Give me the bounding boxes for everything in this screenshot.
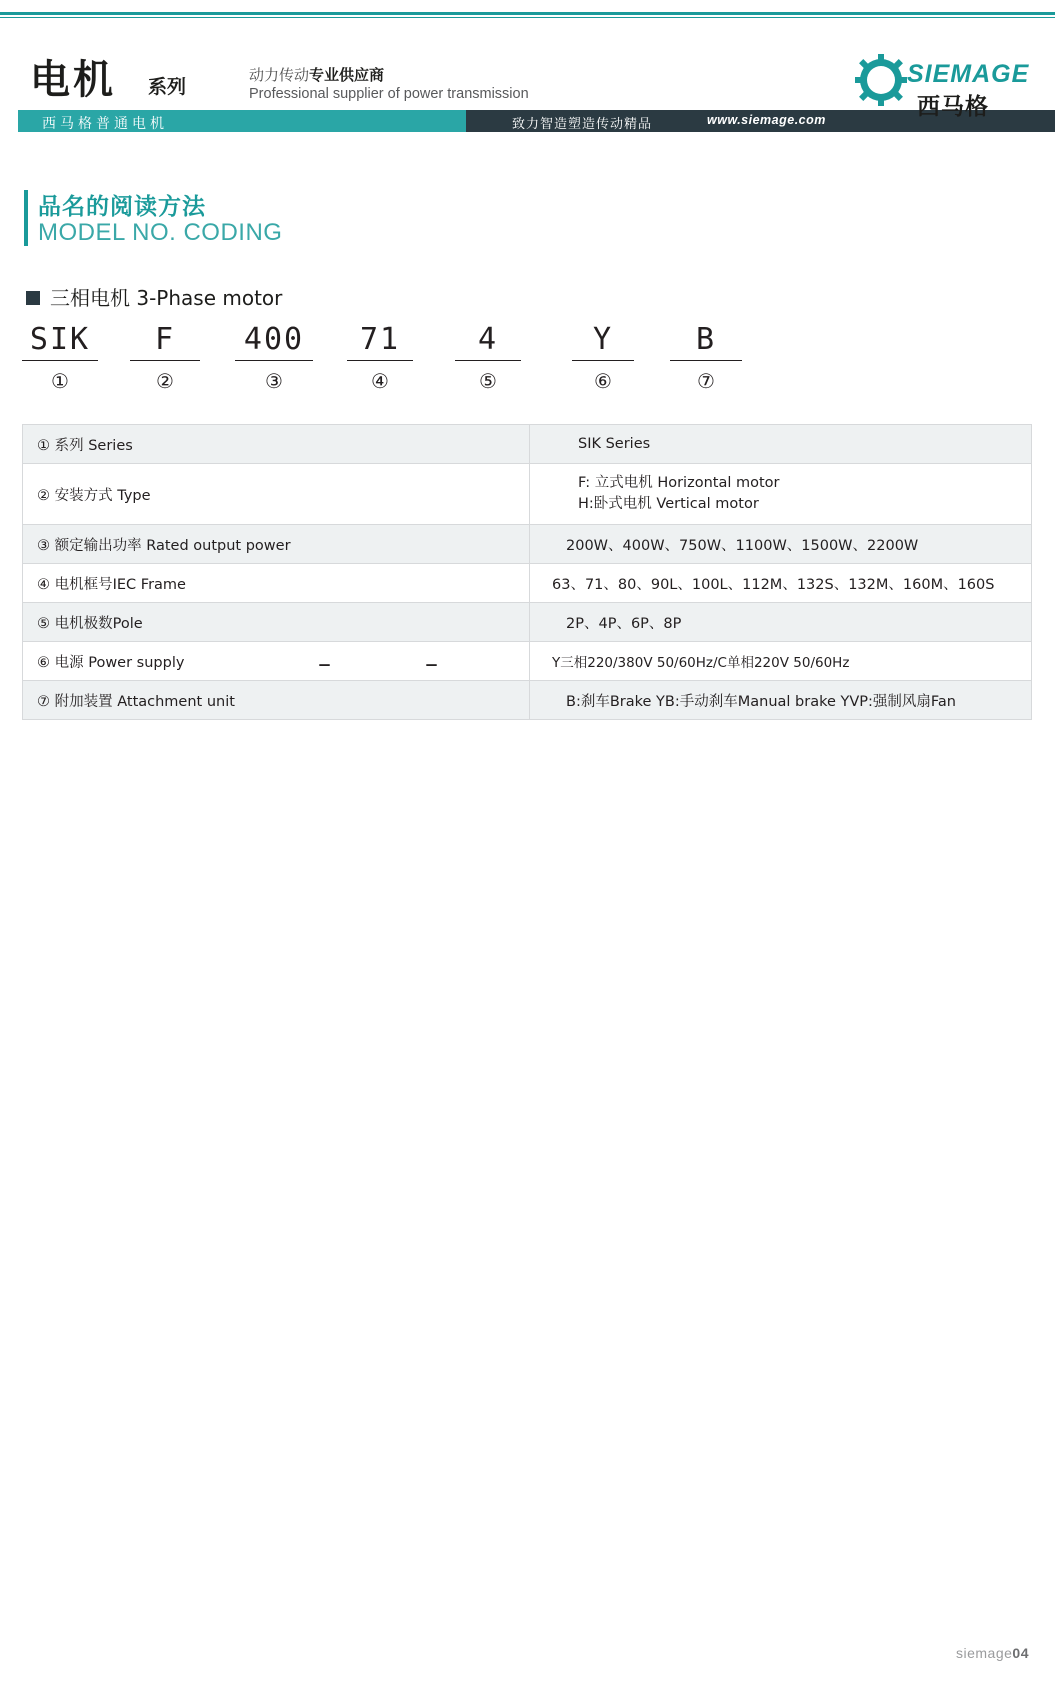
logo-wordmark: SIEMAGE <box>907 60 1030 88</box>
table-row <box>23 425 1032 464</box>
page-footer <box>956 1645 1029 1661</box>
table-row <box>23 681 1032 720</box>
code-segment-1 <box>22 322 98 393</box>
code-segment-1-index: ① <box>51 369 69 393</box>
code-segment-6-index: ⑥ <box>594 369 612 393</box>
gear-icon <box>855 54 907 106</box>
header-website-link[interactable]: www.siemage.com <box>707 113 826 127</box>
header-title-cn-sub: 系列 <box>148 76 187 98</box>
row-value <box>530 525 1032 564</box>
code-segment-7 <box>670 322 742 393</box>
code-segment-2-index: ② <box>156 369 174 393</box>
code-segment-6 <box>572 322 634 393</box>
code-separator-1: – <box>318 649 331 679</box>
model-coding-table <box>22 424 1032 720</box>
code-segment-5 <box>455 322 521 393</box>
slogan-cn-plain: 动力传动 <box>249 66 310 84</box>
subsection-title: 三相电机 3-Phase motor <box>50 286 283 310</box>
table-row <box>23 525 1032 564</box>
row-label: ⑥ 电源 Power supply <box>23 642 530 681</box>
code-segment-7-index: ⑦ <box>697 369 715 393</box>
row-value-text: SIK Series <box>578 436 651 452</box>
code-segment-5-value: 4 <box>455 322 521 361</box>
code-segment-3 <box>235 322 313 393</box>
header-top-rule-thin <box>0 17 1055 18</box>
row-value-text: 2P、4P、6P、8P <box>566 615 682 632</box>
logo-wordmark-cn: 西马格 <box>917 94 989 120</box>
table-row <box>23 603 1032 642</box>
code-segment-4 <box>347 322 413 393</box>
row-value <box>530 564 1032 603</box>
footer-brand: siemage <box>956 1645 1013 1661</box>
code-segment-2-value: F <box>130 322 200 361</box>
slogan-cn-bold: 专业供应商 <box>309 66 385 84</box>
row-label: ② 安装方式 Type <box>23 464 530 525</box>
row-label: ④ 电机框号IEC Frame <box>23 564 530 603</box>
row-label: ⑤ 电机极数Pole <box>23 603 530 642</box>
code-segment-3-value: 400 <box>235 322 313 361</box>
header-dark-band-label: 致力智造塑造传动精品 <box>512 117 653 132</box>
row-label: ① 系列 Series <box>23 425 530 464</box>
footer-page-number: 04 <box>1012 1645 1029 1661</box>
row-value <box>530 464 1032 525</box>
code-segment-6-value: Y <box>572 322 634 361</box>
header-slogan-cn <box>249 64 384 85</box>
row-label: ③ 额定输出功率 Rated output power <box>23 525 530 564</box>
code-segment-3-index: ③ <box>265 369 283 393</box>
row-value-text-2: H:卧式电机 Vertical motor <box>578 496 759 512</box>
row-value <box>530 603 1032 642</box>
header-title-cn: 电机 <box>30 57 116 103</box>
section-accent-bar <box>24 190 28 246</box>
section-title-cn: 品名的阅读方法 <box>38 194 206 220</box>
row-value-text: 63、71、80、90L、100L、112M、132S、132M、160M、160S <box>552 576 995 593</box>
code-segment-1-value: SIK <box>22 322 98 361</box>
code-segment-2 <box>130 322 200 393</box>
company-logo <box>855 50 1035 120</box>
section-title-en: MODEL NO. CODING <box>38 219 283 246</box>
code-segment-4-value: 71 <box>347 322 413 361</box>
row-value <box>530 642 1032 681</box>
code-segment-7-value: B <box>670 322 742 361</box>
header-band-label: 西马格普通电机 <box>42 116 168 132</box>
code-separator-2: – <box>425 649 438 679</box>
row-value-text: B:刹车Brake YB:手动刹车Manual brake YVP:强制风扇Fan <box>566 693 956 710</box>
table-row <box>23 642 1032 681</box>
header-slogan-en: Professional supplier of power transmission <box>249 86 529 102</box>
header-top-rule <box>0 12 1055 15</box>
row-value-text: F: 立式电机 Horizontal motor <box>578 474 780 491</box>
row-value <box>530 681 1032 720</box>
row-value <box>530 425 1032 464</box>
code-segment-4-index: ④ <box>371 369 389 393</box>
table-row <box>23 564 1032 603</box>
row-value-text: Y三相220/380V 50/60Hz/C单相220V 50/60Hz <box>552 655 850 671</box>
code-segment-5-index: ⑤ <box>479 369 497 393</box>
row-value-text: 200W、400W、750W、1100W、1500W、2200W <box>566 537 919 554</box>
page-header <box>0 0 1055 140</box>
table-row <box>23 464 1032 525</box>
bullet-square-icon <box>26 291 40 305</box>
row-label: ⑦ 附加装置 Attachment unit <box>23 681 530 720</box>
